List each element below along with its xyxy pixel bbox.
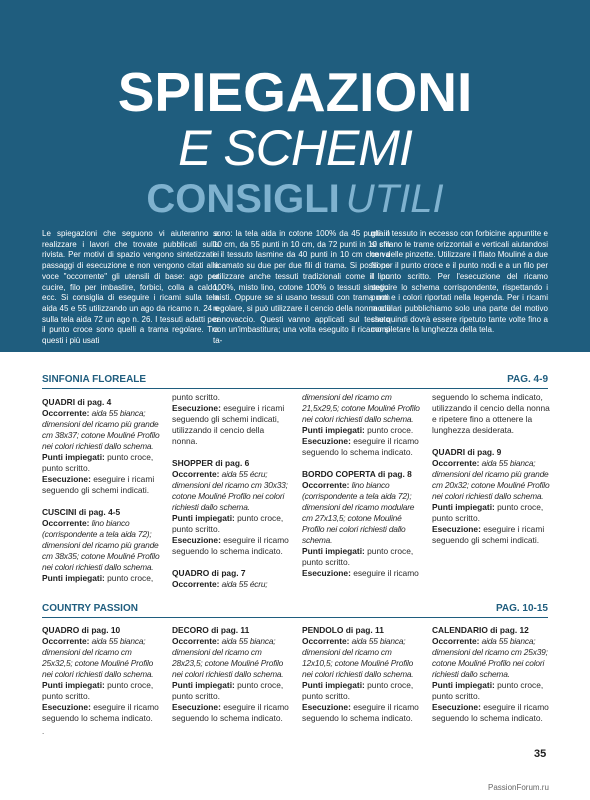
instruction-paragraph: [432, 392, 550, 436]
instruction-paragraph: [302, 425, 420, 436]
instruction-paragraph: [432, 636, 550, 680]
instruction-paragraph: [42, 518, 160, 573]
field-label: Esecuzione:: [172, 702, 221, 712]
section-header-country: [42, 600, 548, 616]
section-pages: PAG. 4-9: [507, 373, 548, 385]
field-value: punto scritto.: [172, 392, 220, 402]
instruction-paragraph: [172, 392, 290, 403]
instruction-paragraph: [432, 680, 550, 702]
field-value: punto croce, punto scritto.: [432, 680, 544, 701]
field-label: Occorrente:: [42, 408, 90, 418]
field-value: punto croce, punto scritto.: [302, 546, 414, 567]
field-label: Punti impiegati:: [172, 513, 235, 523]
instructions-column: [172, 625, 290, 724]
field-label: Punti impiegati:: [432, 502, 495, 512]
field-value: punto croce, punto scritto.: [172, 680, 284, 701]
field-label: Esecuzione:: [432, 524, 481, 534]
field-value: punto croce, punto scritto.: [42, 452, 154, 473]
field-value: eseguire il ricamo seguendo lo schema indicato.: [302, 702, 419, 723]
field-label: Occorrente:: [42, 518, 90, 528]
section-pages: PAG. 10-15: [495, 602, 548, 614]
project-heading: QUADRO di pag. 10: [42, 625, 121, 635]
instruction-paragraph: [302, 636, 420, 680]
instruction-paragraph: [302, 480, 420, 546]
section-title: SINFONIA FLOREALE: [42, 373, 147, 385]
consigli-word: CONSIGLI: [146, 177, 340, 221]
field-label: Punti impiegati:: [42, 452, 105, 462]
field-value: eseguire il ricamo seguendo lo schema indicato.: [172, 702, 289, 723]
instruction-paragraph: [42, 702, 160, 724]
instruction-paragraph: [42, 573, 160, 584]
field-label: Punti impiegati:: [302, 546, 365, 556]
intro-column-1: Le spiegazioni che seguono vi aiuteranno a realizzare i lavori che trovate pubblicati sulla rivista. Per motivi di spazio vengono sintetizzati i passaggi di esecuzione e non vengono citati alla voce "occorrente" gli utensili di base: ago per cucire, filo per imbastire, forbici, colla a caldo, ecc. Si consiglia di eseguire i ricami sulla tela aida 45 e 55 utilizzando un ago da ricamo n. 24 e sulla tela aida 72 un ago n. 26. I tessuti adatti per il punto croce sono quelli a trama regolare. Tra questi i più usati: [42, 229, 219, 346]
section-divider: [42, 388, 548, 389]
field-value: eseguire i ricami seguendo gli schemi indicati, utilizzando il cencio della nonna.: [172, 403, 285, 446]
field-label: Punti impiegati:: [172, 680, 235, 690]
field-label: Occorrente:: [432, 636, 480, 646]
instruction-paragraph: [172, 469, 290, 513]
instruction-paragraph: [302, 546, 420, 568]
field-value: eseguire il ricamo seguendo lo schema indicato.: [172, 535, 289, 556]
field-value: aida 55 bianca; dimensioni del ricamo più grande cm 38x37; cotone Mouliné Profilo nei colori richiesti dallo schema.: [42, 408, 160, 451]
spacer: [302, 458, 420, 469]
field-value: eseguire il ricamo seguendo lo schema indicato.: [302, 436, 419, 457]
field-label: Esecuzione:: [302, 702, 351, 712]
instruction-paragraph: [432, 458, 550, 502]
hero-banner: [0, 0, 590, 352]
field-value: punto croce, punto scritto.: [432, 502, 544, 523]
instructions-column: [42, 625, 160, 724]
field-value: dimensioni del ricamo cm 21,5x29,5; cotone Mouliné Profilo nei colori richiesti dallo schema.: [302, 392, 420, 424]
instructions-column: [302, 625, 420, 724]
intro-column-2: sono: la tela aida in cotone 100% da 45 punti in 10 cm, da 55 punti in 10 cm, da 72 punti in 10 cm e il tessuto lasmine da 40 punti in 10 cm che va ricamato su due per due fili di trama. Si possono utilizzare anche tessuti tradizionali come il lino 100%, misto lino, cotone 100% o tessuti sintetici misti. Oppure se si usano tessuti con trama non regolare, si può utilizzare il cencio della nonna o il canovaccio. Questi vanno applicati sul tessuto con un'imbastitura; una volta eseguito il ricamo si ta-: [213, 229, 390, 346]
field-value: aida 55 bianca; dimensioni del ricamo cm 28x23,5; cotone Mouliné Profilo nei colori richiesti dallo schema.: [172, 636, 284, 679]
instruction-paragraph: [302, 436, 420, 458]
field-label: Punti impiegati:: [432, 680, 495, 690]
field-label: Esecuzione:: [432, 702, 481, 712]
instruction-paragraph: [432, 524, 550, 546]
field-value: punto croce,: [104, 573, 154, 583]
field-value: punto croce.: [364, 425, 414, 435]
instructions-column: [42, 397, 160, 584]
project-heading: SHOPPER di pag. 6: [172, 458, 250, 468]
instruction-paragraph: [42, 474, 160, 496]
field-value: eseguire il ricamo seguendo lo schema indicato.: [42, 702, 159, 723]
field-label: Occorrente:: [172, 636, 220, 646]
watermark: PassionForum.ru: [488, 783, 549, 792]
field-value: seguendo lo schema indicato, utilizzando il cencio della nonna e ripetere fino a ottenere la lunghezza desiderata.: [432, 392, 550, 435]
project-heading: QUADRO di pag. 7: [172, 568, 246, 578]
instruction-paragraph: [302, 680, 420, 702]
instruction-paragraph: [172, 403, 290, 447]
field-label: Esecuzione:: [172, 535, 221, 545]
spacer: [42, 496, 160, 507]
spacer: [172, 557, 290, 568]
field-label: Occorrente:: [302, 636, 350, 646]
field-value: aida 55 bianca; dimensioni del ricamo più grande cm 20x32; cotone Mouliné Profilo nei colori richiesti dallo schema.: [432, 458, 550, 501]
instruction-paragraph: [172, 579, 290, 590]
field-value: lino bianco (corrispondente a tela aida 72); dimensioni del ricamo più grande cm 38x35; cotone Mouliné Profilo nei colori richiesti dallo schema.: [42, 518, 160, 572]
field-value: eseguire il ricamo seguendo lo schema indicato.: [432, 702, 549, 723]
spacer: [172, 447, 290, 458]
instruction-paragraph: [302, 392, 420, 425]
instructions-column: [432, 625, 550, 724]
field-value: aida 55 bianca; dimensioni del ricamo cm 25x32,5; cotone Mouliné Profilo nei colori richiesti dallo schema.: [42, 636, 154, 679]
instruction-paragraph: [172, 702, 290, 724]
intro-column-3: glia il tessuto in eccesso con forbicine appuntite e si sfilano le trame orizzontali e verticali aiutandosi con delle pinzette. Utilizzare il filato Mouliné a due fili per il punto croce e il punto nodi e a un filo per il punto scritto. Per l'esecuzione del ricamo seguire lo schema corrispondente, rispettando i punti e i colori riportati nella legenda. Per i ricami modulari pubblichiamo solo una parte del motivo che quindi dovrà essere ripetuto tante volte fino a completare la lunghezza della tela.: [371, 229, 548, 335]
field-value: punto croce, punto scritto.: [172, 513, 284, 534]
project-heading: PENDOLO di pag. 11: [302, 625, 384, 635]
instruction-paragraph: [172, 535, 290, 557]
project-heading: CALENDARIO di pag. 12: [432, 625, 529, 635]
page-title: SPIEGAZIONI: [117, 61, 473, 123]
section-divider: [42, 617, 548, 618]
instruction-paragraph: [172, 680, 290, 702]
field-label: Occorrente:: [42, 636, 90, 646]
consigli-heading: [0, 176, 590, 222]
instruction-paragraph: [172, 636, 290, 680]
field-label: Punti impiegati:: [42, 680, 105, 690]
field-value: eseguire il ricamo: [350, 568, 419, 578]
project-heading: BORDO COPERTA di pag. 8: [302, 469, 412, 479]
instructions-column: [302, 392, 420, 579]
field-label: Occorrente:: [432, 458, 480, 468]
utili-word: UTILI: [345, 177, 444, 221]
spacer: [432, 436, 550, 447]
project-heading: CUSCINI di pag. 4-5: [42, 507, 121, 517]
field-value: eseguire i ricami seguendo gli schemi indicati.: [42, 474, 155, 495]
instruction-paragraph: [302, 568, 420, 579]
section-header-sinfonia: [42, 371, 548, 387]
instruction-paragraph: [432, 502, 550, 524]
instruction-paragraph: [42, 636, 160, 680]
instruction-paragraph: [302, 702, 420, 724]
field-label: Esecuzione:: [42, 474, 91, 484]
field-value: eseguire i ricami seguendo gli schemi indicati.: [432, 524, 545, 545]
instructions-column: [172, 392, 290, 590]
field-value: punto croce, punto scritto.: [42, 680, 154, 701]
field-label: Occorrente:: [302, 480, 350, 490]
field-value: aida 55 écru;: [219, 579, 268, 589]
field-label: Occorrente:: [172, 469, 220, 479]
page-number: 35: [534, 748, 547, 760]
field-label: Esecuzione:: [302, 436, 351, 446]
field-label: Punti impiegati:: [302, 425, 365, 435]
stray-dot: .: [42, 727, 45, 736]
field-label: Esecuzione:: [172, 403, 221, 413]
project-heading: QUADRI di pag. 9: [432, 447, 502, 457]
project-heading: QUADRI di pag. 4: [42, 397, 112, 407]
field-value: aida 55 bianca; dimensioni del ricamo cm 12x10,5; cotone Mouliné Profilo nei colori richiesti dallo schema.: [302, 636, 414, 679]
field-label: Punti impiegati:: [302, 680, 365, 690]
instruction-paragraph: [42, 680, 160, 702]
field-label: Esecuzione:: [42, 702, 91, 712]
field-value: aida 55 écru; dimensioni del ricamo cm 30x33; cotone Mouliné Profilo nei colori richiesti dallo schema.: [172, 469, 288, 512]
field-label: Esecuzione:: [302, 568, 351, 578]
field-value: aida 55 bianca; dimensioni del ricamo cm 25x39; cotone Mouliné Profilo nei colori richiesti dallo schema.: [432, 636, 548, 679]
instruction-paragraph: [432, 702, 550, 724]
field-label: Occorrente:: [172, 579, 220, 589]
instruction-paragraph: [172, 513, 290, 535]
field-value: lino bianco (corrispondente a tela aida 72); dimensioni del ricamo modulare cm 27x13,5; cotone Mouliné Profilo nei colori richiesti dallo schema.: [302, 480, 415, 545]
page-subtitle: E SCHEMI: [178, 120, 412, 176]
instruction-paragraph: [42, 452, 160, 474]
section-title: COUNTRY PASSION: [42, 602, 138, 614]
instructions-column: [432, 392, 550, 546]
instruction-paragraph: [42, 408, 160, 452]
field-label: Punti impiegati:: [42, 573, 105, 583]
field-value: punto croce, punto scritto.: [302, 680, 414, 701]
project-heading: DECORO di pag. 11: [172, 625, 250, 635]
